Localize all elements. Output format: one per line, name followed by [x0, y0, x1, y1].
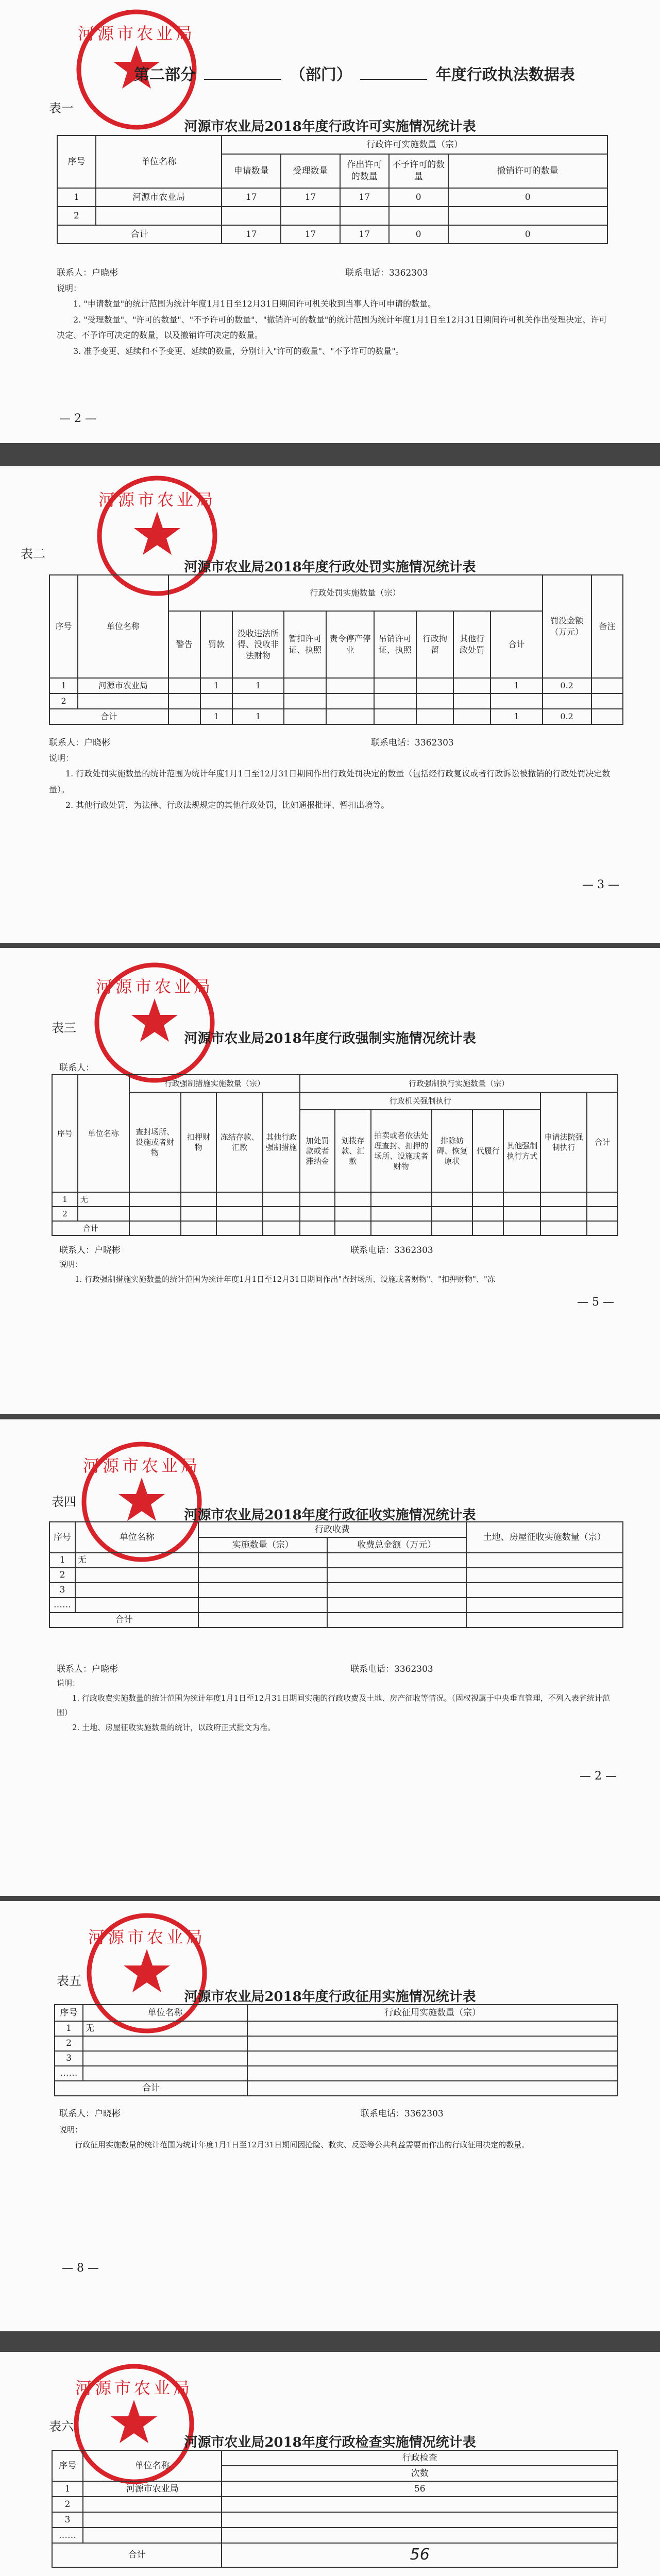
notes: 说明： 1. "申请数量"的统计范围为统计年度1月1日至12月31日期间许可机关收到当事人许可申请的数量。 2. "受理数量"、"许可的数量"、"不予许可的数量"、"撤销许可的数量"的统计范围为统计年度1月1日至12月31日期间许可机关作出受理决定、许可决定、不予许可决定的数量，以及撤销许可决定的数量。 3. 准予变更、延续和不予变更、延续的数量，分别计入"许可的数量"、"不予许可的数量"。: [57, 283, 607, 356]
col-substitute: 代履行: [472, 1110, 503, 1192]
table-title: 河源市农业局2018年度行政强制实施情况统计表: [184, 1031, 476, 1046]
penalty-table: [49, 574, 623, 725]
notes: 说明： 1. 行政收费实施数量的统计范围为统计年度1月1日至12月31日期间实施的行政收费及土地、房产征收等情况。（固权视属于中央垂直管理，不列入表省统计范围） 2. 土地、房屋征收实施数量的统计，以政府正式批文为准。: [57, 1679, 610, 1732]
col-apply: 申请数量: [222, 154, 281, 188]
table-row: 3: [49, 1583, 623, 1598]
col-seq: 序号: [52, 2450, 83, 2481]
page-2: [0, 466, 660, 943]
table-row: 2: [55, 2036, 618, 2051]
table-row: 2: [52, 2497, 618, 2512]
cell: 2: [57, 207, 96, 225]
table-title: 河源市农业局2018年度行政征用实施情况统计表: [184, 1989, 476, 2005]
table-row: 1 河源市农业局 1 1 1 0.2: [49, 678, 623, 693]
cell: 17: [281, 225, 340, 244]
col-unit: 单位名称: [78, 1075, 129, 1192]
table-label: 表二: [21, 547, 45, 561]
col-organ-group: 行政机关强制执行: [300, 1092, 540, 1110]
col-warning: 警告: [168, 611, 200, 678]
contact-phone: 联系电话：3362303: [350, 1245, 433, 1256]
table-title: 河源市农业局2018年度行政许可实施情况统计表: [184, 119, 476, 134]
col-exec-group: 行政强制执行实施数量（宗）: [300, 1075, 618, 1092]
stamp-text: 河源市农业局: [95, 977, 213, 996]
table-row: ……: [49, 1598, 623, 1613]
stamp-text: 河源市农业局: [75, 2378, 193, 2398]
stamp-text: 河源市农业局: [98, 490, 216, 510]
col-freeze: 冻结存款、汇款: [216, 1092, 263, 1192]
section-header: [134, 62, 575, 84]
cell: 17: [340, 188, 389, 207]
cell: 0: [448, 225, 607, 244]
table-label: 表五: [57, 1974, 81, 1988]
contact-phone: 联系电话：3362303: [350, 1664, 433, 1674]
col-revoke-license: 吊销许可证、执照: [374, 611, 416, 678]
col-auction: 拍卖或者依法处理查封、扣押的场所、设施或者财物: [371, 1110, 432, 1192]
table-label: 表三: [52, 1021, 76, 1035]
col-remark: 备注: [591, 575, 623, 678]
col-total: 合计: [490, 611, 542, 678]
contact-phone: 联系电话：3362303: [371, 738, 454, 748]
cell: 1: [57, 188, 96, 207]
col-land: 土地、房屋征收实施数量（宗）: [466, 1522, 623, 1553]
col-suspend-license: 暂扣许可证、执照: [284, 611, 326, 678]
total-row: [57, 225, 607, 244]
page-3: [0, 948, 660, 1414]
cell: 17: [222, 225, 281, 244]
cell: 0: [389, 225, 448, 244]
inspection-table: [52, 2450, 618, 2568]
col-seq: 序号: [49, 1522, 75, 1553]
permit-table: [57, 135, 608, 244]
table-title: 河源市农业局2018年度行政征收实施情况统计表: [184, 1507, 476, 1523]
contact-phone: 联系电话：3362303: [361, 2109, 444, 2119]
col-fine: 罚没金额（万元）: [543, 575, 591, 678]
table-row: 1 无: [52, 1192, 618, 1207]
col-other: 其他行政处罚: [453, 611, 490, 678]
col-confiscate: 没收违法所得、没收非法财物: [232, 611, 284, 678]
col-unit: 单位名称: [83, 2450, 222, 2481]
requisition-table: [54, 2004, 618, 2096]
table-label: 表六: [49, 2419, 74, 2434]
col-seal: 查封场所、设施或者财物: [129, 1092, 181, 1192]
contact-person: 联系人：户晓彬: [57, 268, 118, 278]
col-seq: 序号: [49, 575, 78, 678]
col-fee-count: 实施数量（宗）: [198, 1537, 327, 1553]
col-other-exec: 其他强制执行方式: [503, 1110, 540, 1192]
table-label: 表一: [49, 101, 74, 115]
col-deny: 不予许可的数量: [389, 154, 448, 188]
notes: 说明： 行政征用实施数量的统计范围为统计年度1月1日至12月31日期间因抢险、救灾、反恐等公共利益需要而作出的行政征用决定的数量。: [59, 2125, 530, 2149]
cell: 河源市农业局: [96, 188, 222, 207]
col-accept: 受理数量: [281, 154, 340, 188]
col-revoke: 撤销许可的数量: [448, 154, 607, 188]
page-number: — 2 —: [59, 412, 96, 425]
col-permit: 作出许可的数量: [340, 154, 389, 188]
table-row: 1 无: [55, 2021, 618, 2036]
page-number: — 2 —: [580, 1770, 617, 1783]
total-row: 合计: [49, 1613, 623, 1628]
total-row: 合计 56: [52, 2543, 618, 2567]
table-row: 1 无: [49, 1553, 623, 1568]
cell: 17: [340, 225, 389, 244]
official-stamp: [90, 958, 219, 1087]
col-fee-group: 行政收费: [198, 1522, 466, 1537]
col-apply-court: 申请法院强制执行: [540, 1092, 587, 1192]
table-row: 3: [52, 2512, 618, 2528]
col-group: 行政处罚实施数量（宗）: [168, 575, 543, 611]
contact-person: 联系人：户晓彬: [59, 2109, 121, 2119]
notes: 说明： 1. 行政处罚实施数量的统计范围为统计年度1月1日至12月31日期间作出行政处罚决定的数量（包括经行政复议或者行政诉讼被撤销的行政处罚决定数量）。 2. 其他行政处罚，为法律、行政法规规定的其他行政处罚，比如通报批评、暂扣出境等。: [49, 753, 611, 810]
table-row: 3: [55, 2051, 618, 2066]
table-row: [57, 188, 607, 207]
page-number: — 3 —: [582, 878, 619, 891]
contact-person: 联系人：户晓彬: [57, 1664, 118, 1674]
table-row: 2: [49, 1568, 623, 1583]
col-check-group: 行政检查: [222, 2450, 618, 2466]
col-seq: 序号: [52, 1075, 78, 1192]
handwritten-total: 56: [222, 2543, 618, 2567]
page-number: — 8 —: [62, 2262, 99, 2275]
total-row: 合计: [55, 2081, 618, 2096]
col-unit: 单位名称: [75, 1522, 199, 1553]
header-year-suffix: 年度行政执法数据表: [435, 66, 575, 84]
col-unit: 单位名称: [96, 135, 222, 188]
col-fee-amount: 收费总金额（万元）: [327, 1537, 466, 1553]
col-unit: 单位名称: [78, 575, 168, 678]
col-measure-group: 行政强制措施实施数量（宗）: [129, 1075, 300, 1092]
contact-person: [57, 2573, 118, 2576]
col-stop-business: 责令停产停业: [326, 611, 374, 678]
col-count: 行政征用实施数量（宗）: [247, 2005, 618, 2021]
table-title: 河源市农业局2018年度行政处罚实施情况统计表: [184, 560, 476, 575]
page-number: — 5 —: [577, 1296, 614, 1309]
table-row: [57, 207, 607, 225]
table-row: 2: [49, 693, 623, 709]
header-department: （部门）: [290, 66, 352, 84]
contact-person: 联系人：户晓彬: [49, 738, 110, 748]
total-row: 合计: [52, 1221, 618, 1235]
col-restore: 排除妨碍、恢复原状: [432, 1110, 473, 1192]
table-row: 2: [52, 1207, 618, 1221]
col-seq: 序号: [55, 2005, 83, 2021]
col-total: 合计: [587, 1092, 618, 1192]
contact-phone: 联系电话：3362303: [345, 268, 428, 278]
table-label: 表四: [52, 1495, 76, 1509]
enforcement-table: [52, 1074, 618, 1236]
col-other-measure: 其他行政强制措施: [263, 1092, 300, 1192]
page-4: [0, 1419, 660, 1896]
header-part: 第二部分: [134, 66, 196, 84]
table-row: ……: [52, 2528, 618, 2543]
levy-table: [49, 1521, 623, 1628]
page-6: [0, 2352, 660, 2576]
page-5: [0, 1901, 660, 2331]
stamp-text: 河源市农业局: [77, 24, 195, 43]
cell: 17: [222, 188, 281, 207]
col-transfer: 划拨存款、汇款: [335, 1110, 371, 1192]
page-1: [0, 0, 660, 443]
table-row: ……: [55, 2066, 618, 2081]
contact-person: 联系人：户晓彬: [59, 1245, 121, 1256]
notes: 说明： 1. 行政强制措施实施数量的统计范围为统计年度1月1日至12月31日期间作出"查封场所、设施或者财物"、"扣押财物"、"冻: [59, 1260, 495, 1284]
cell: 0: [448, 188, 607, 207]
table-title: 河源市农业局2018年度行政检查实施情况统计表: [184, 2435, 476, 2450]
table-row: 1 河源市农业局 56: [52, 2481, 618, 2497]
col-group: 行政许可实施数量（宗）: [222, 135, 607, 154]
col-fine-count: 罚款: [200, 611, 232, 678]
col-unit: 单位名称: [83, 2005, 247, 2021]
col-seize: 扣押财物: [181, 1092, 217, 1192]
cell: 0: [389, 188, 448, 207]
stamp-text: 河源市农业局: [82, 1456, 200, 1476]
col-times: 次数: [222, 2466, 618, 2481]
cell: 合计: [57, 225, 222, 244]
cell: 17: [281, 188, 340, 207]
contact-label: 联系人：: [59, 1063, 94, 1073]
stamp-text: 河源市农业局: [88, 1927, 206, 1947]
total-row: 合计 1 1 1 0.2: [49, 709, 623, 724]
col-detention: 行政拘留: [416, 611, 453, 678]
col-late-fee: 加处罚款或者滞纳金: [300, 1110, 335, 1192]
col-seq: 序号: [57, 135, 96, 188]
